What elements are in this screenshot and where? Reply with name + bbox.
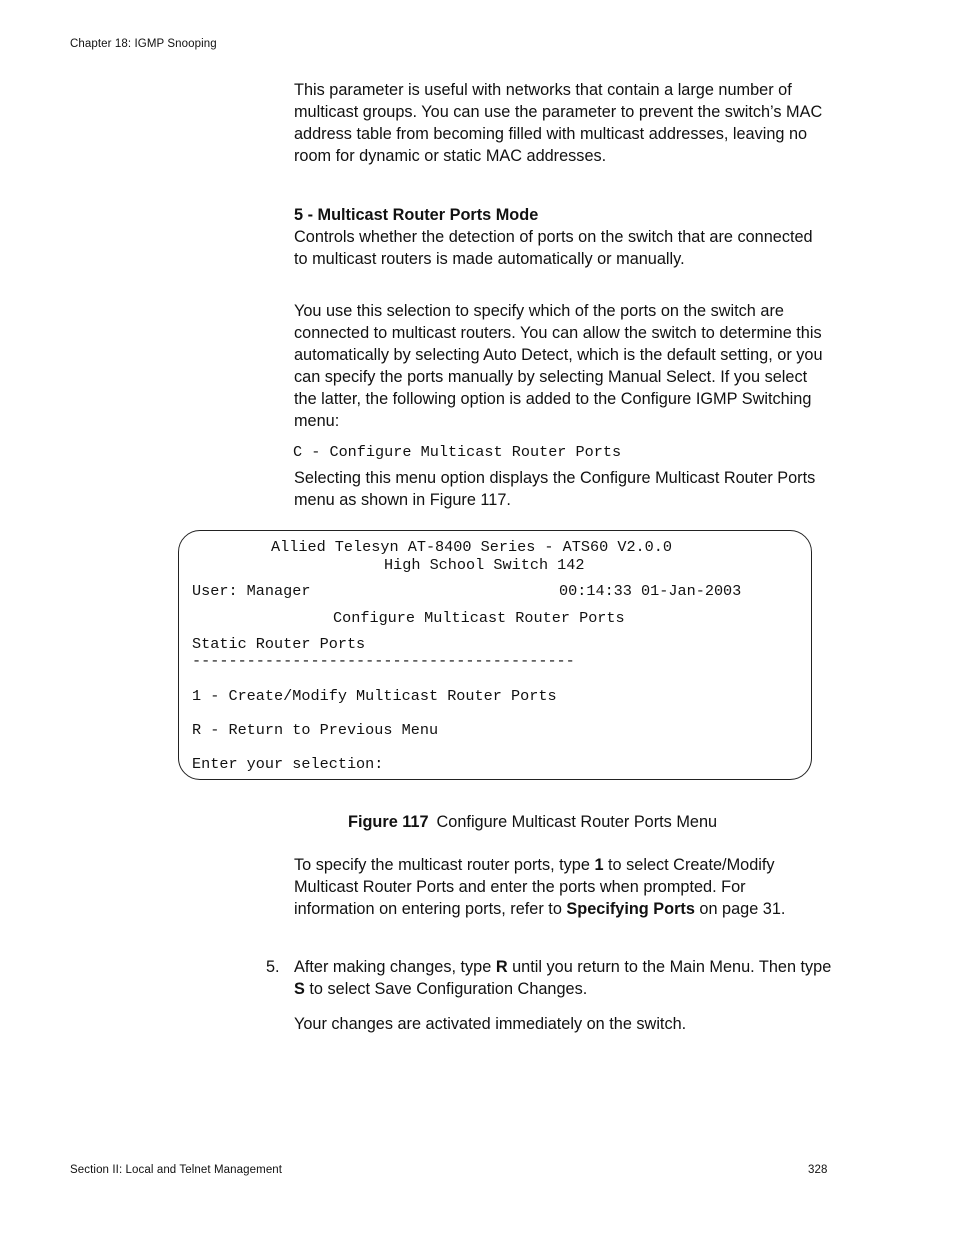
intro-paragraph — [294, 79, 829, 167]
text-run: After making changes, type — [294, 958, 496, 976]
figure-caption — [348, 813, 717, 832]
text-run: until you return to the Main Menu. Then type — [507, 958, 832, 976]
chapter-header: Chapter 18: IGMP Snooping — [70, 38, 217, 50]
terminal-prompt: Enter your selection: — [192, 755, 384, 773]
section-block — [294, 204, 829, 270]
text-run: to select Create/Modify Multicast Router Ports and enter the ports when prompted. For information on entering ports, refer to — [294, 856, 775, 918]
step-5-block — [294, 956, 834, 1000]
terminal-title-line: Allied Telesyn AT-8400 Series - ATS60 V2.0.0 — [271, 538, 673, 556]
menu-option-code: C - Configure Multicast Router Ports — [293, 443, 622, 461]
after-para-1-block — [294, 854, 829, 920]
figure-title: Configure Multicast Router Ports Menu — [436, 813, 718, 831]
terminal-option-r: R - Return to Previous Menu — [192, 721, 439, 739]
terminal-list-title: Static Router Ports — [192, 635, 366, 653]
figure-number: Figure 117 — [348, 813, 429, 831]
text-run: To specify the multicast router ports, type — [294, 856, 595, 874]
section-para-3: Selecting this menu option displays the Configure Multicast Router Ports menu as shown in Figure 117. — [294, 469, 816, 509]
step-number: 5. — [266, 958, 280, 976]
after-para-3: Your changes are activated immediately on the switch. — [294, 1015, 687, 1033]
cross-reference: Specifying Ports — [566, 900, 695, 918]
after-para-3-block — [294, 1013, 829, 1035]
terminal-datetime: 00:14:33 01-Jan-2003 — [559, 582, 742, 600]
terminal-option-1: 1 - Create/Modify Multicast Router Ports — [192, 687, 557, 705]
page-number: 328 — [808, 1164, 828, 1176]
section-para-2-block — [294, 300, 829, 432]
step-5-text — [294, 956, 834, 1000]
bold-run: 1 — [594, 856, 604, 874]
bold-run: S — [294, 980, 305, 998]
section-para-1: Controls whether the detection of ports on the switch that are connected to multicast routers is made automatically or manually. — [294, 228, 813, 268]
text-run: to select Save Configuration Changes. — [304, 980, 588, 998]
terminal-switch-name: High School Switch 142 — [384, 556, 585, 574]
section-para-2: You use this selection to specify which of the ports on the switch are connected to multicast routers. You can allow the switch to determine this automatically by selecting Auto Detect, which is the default setting, or you can specify the ports manually by selecting Manual Select. If you select the latter, the following option is added to the Configure IGMP Switching menu: — [294, 302, 823, 430]
terminal-divider: ------------------------------------------ — [192, 652, 575, 670]
section-heading: 5 - Multicast Router Ports Mode — [294, 206, 539, 224]
after-para-1 — [294, 854, 829, 920]
terminal-menu-title: Configure Multicast Router Ports — [333, 609, 625, 627]
terminal-screen — [178, 530, 812, 780]
text-run: on page 31. — [694, 900, 786, 918]
intro-text: This parameter is useful with networks that contain a large number of multicast groups. You can use the parameter to prevent the switch’s MAC address table from becoming filled with multicast addresses, leaving no room for dynamic or static MAC addresses. — [294, 81, 823, 165]
terminal-user: User: Manager — [192, 582, 311, 600]
section-para-3-block — [294, 467, 829, 511]
bold-run: R — [495, 958, 508, 976]
footer-section: Section II: Local and Telnet Management — [70, 1164, 283, 1176]
